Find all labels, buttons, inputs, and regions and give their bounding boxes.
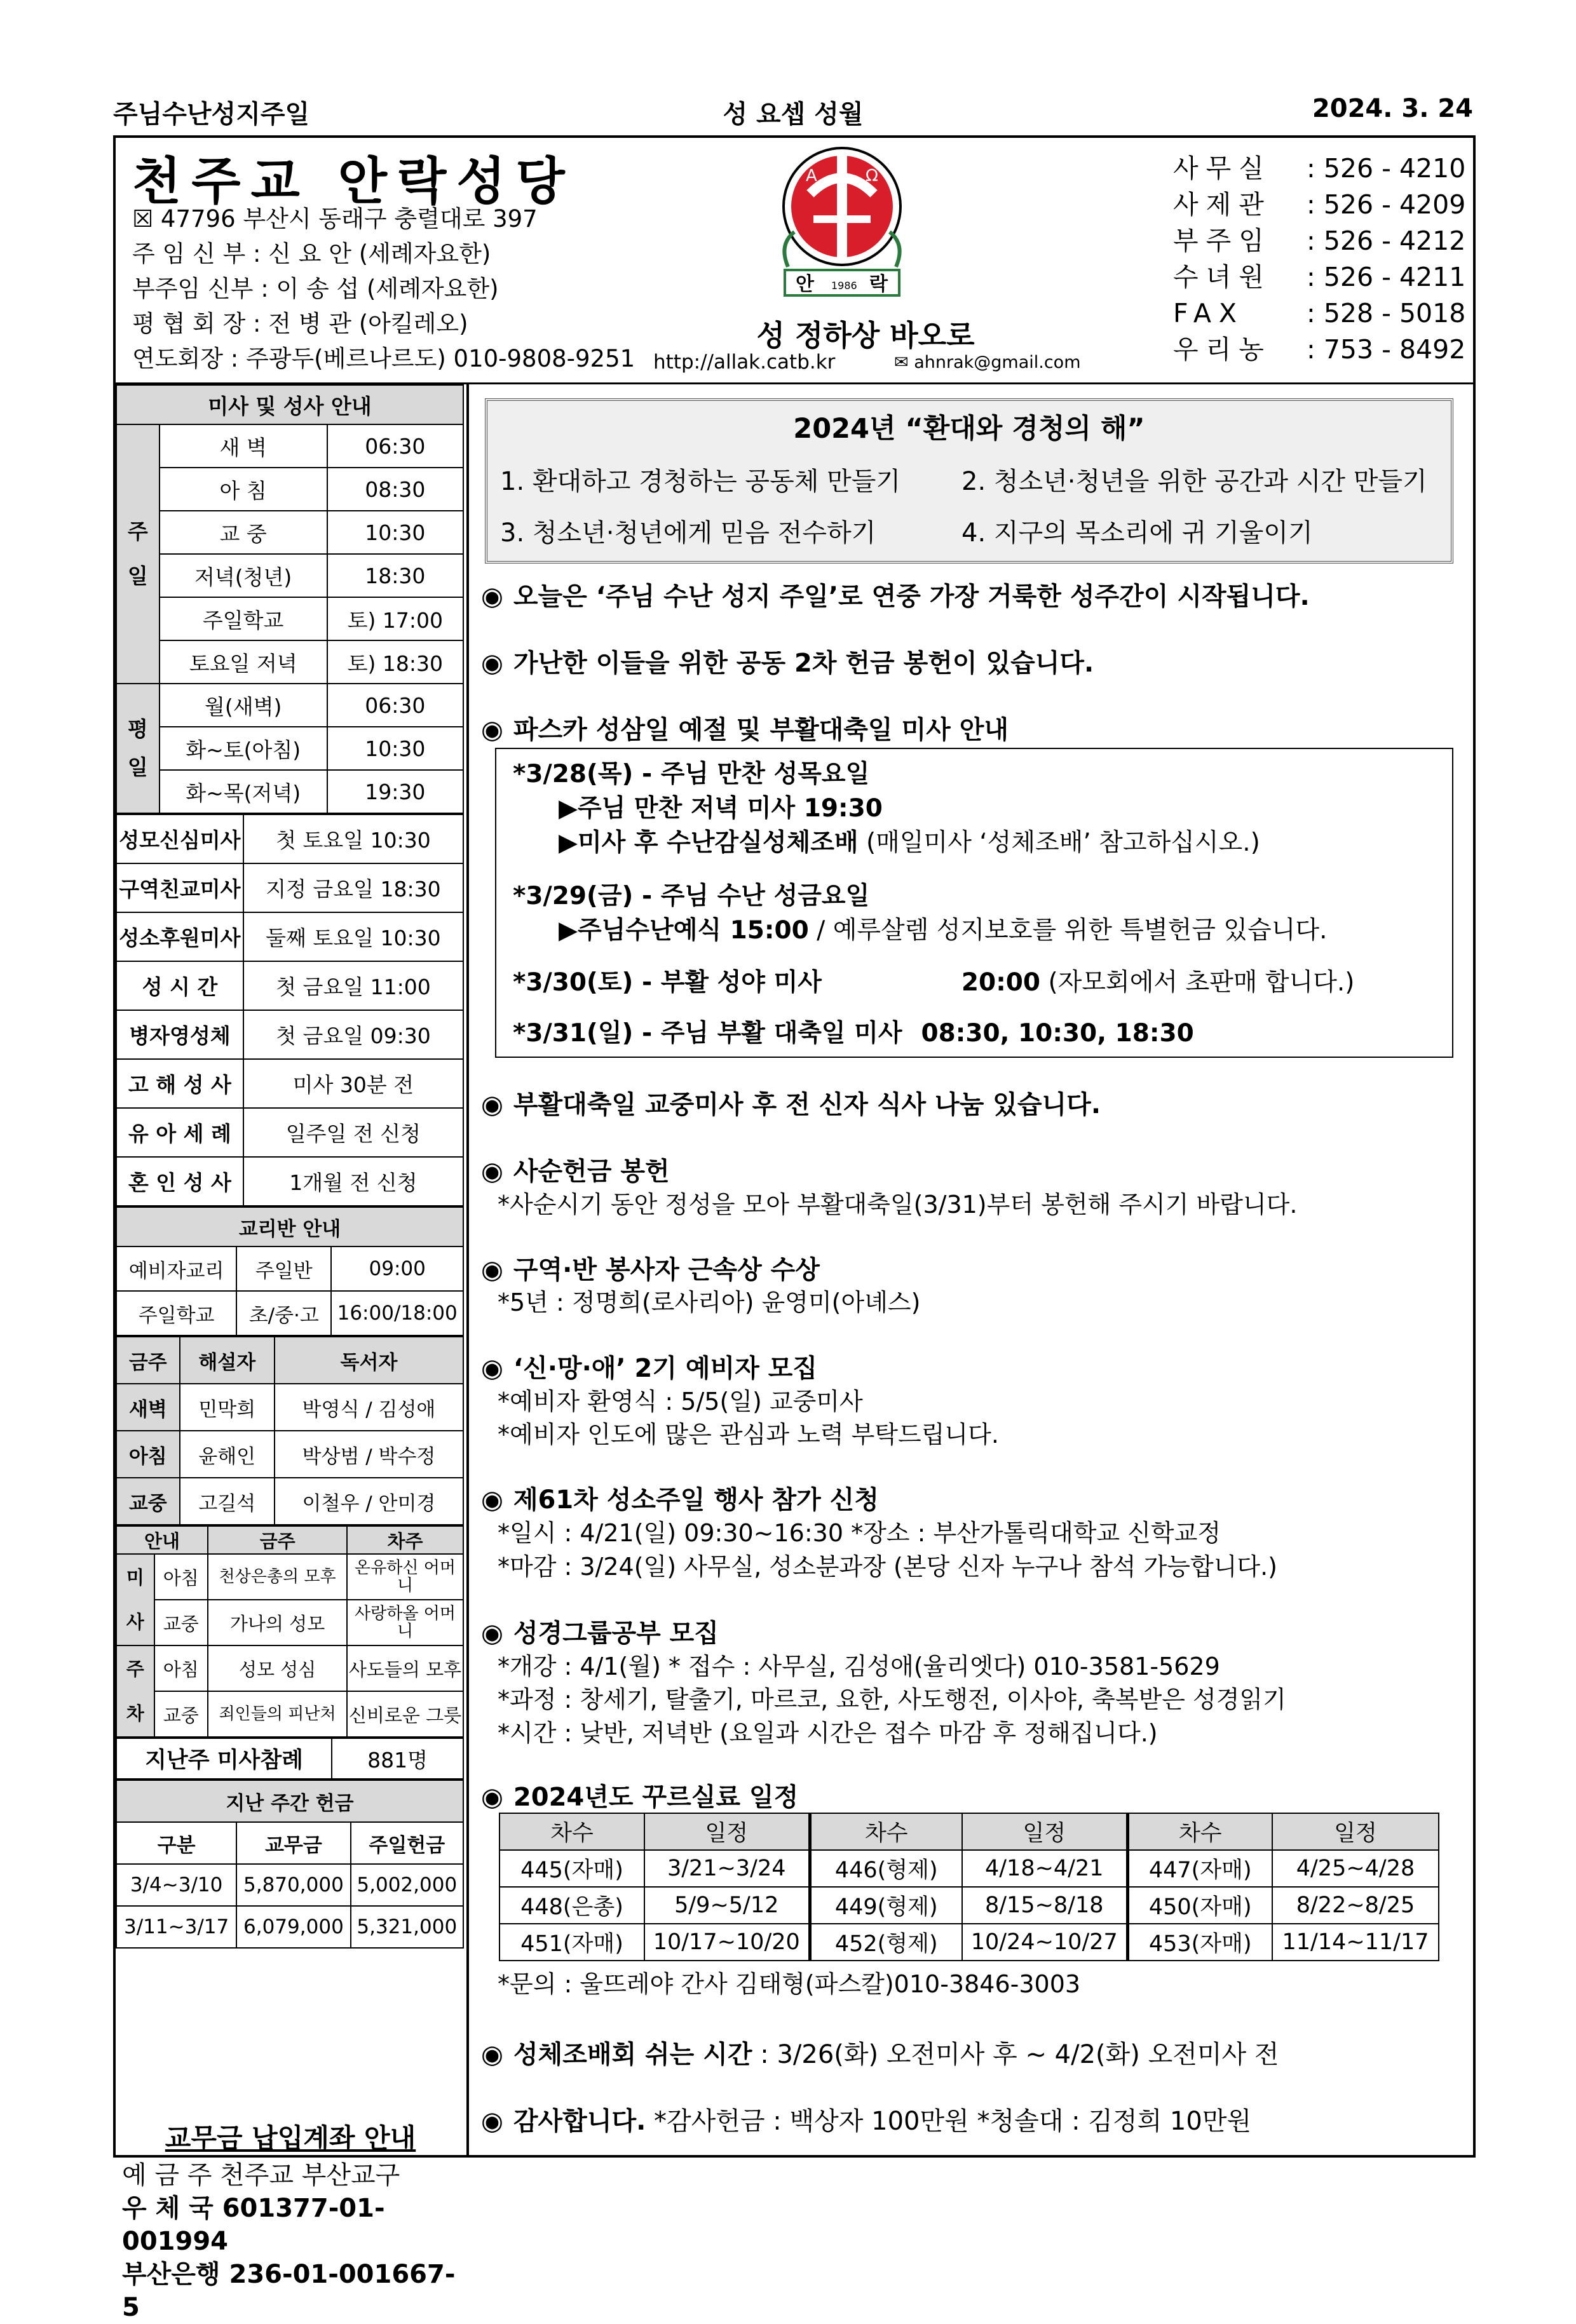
notice-vocation-sunday: ◉ 제61차 성소주일 행사 참가 신청 (481, 1485, 879, 1515)
theme-goal: 1. 환대하고 경청하는 공동체 만들기 (500, 467, 900, 496)
bullet-icon: ◉ (481, 1255, 503, 1285)
liturgical-day: 주님수난성지주일 (113, 100, 310, 129)
email-line (894, 353, 1081, 372)
bullet-icon: ◉ (481, 2107, 503, 2136)
council-president: 평 협 회 장 : 전 병 관 (아킬레오) (132, 310, 468, 337)
website-link[interactable]: http://allak.catb.kr (653, 351, 836, 374)
catechism-table: 교리반 안내 예비자교리 주일반 09:00 주일학교 초/중·고 16:00/18:00 (116, 1206, 464, 1336)
sunday-label: 주 일 (116, 424, 160, 684)
parish-title: 천주교 안락성당 (132, 152, 575, 211)
patron-saint: 성 정하상 바오로 (756, 318, 975, 353)
bulletin-date: 2024. 3. 24 (1312, 94, 1473, 123)
weekday-label: 평 일 (116, 684, 160, 813)
contact-convent: 수녀원 : 526 - 4211 (1173, 262, 1466, 292)
notice-triduum: ◉ 파스카 성삼일 예절 및 부활대축일 미사 안내 (481, 715, 1009, 745)
contact-fax: FAX : 528 - 5018 (1173, 298, 1466, 328)
account-line: 예 금 주 천주교 부산교구 (122, 2161, 400, 2190)
contact-rectory: 사제관 : 526 - 4209 (1173, 189, 1466, 220)
logo-left: 안 (796, 273, 814, 295)
address: ☒ 47796 부산시 동래구 충렬대로 397 (132, 205, 538, 233)
guide-table: 안내 금주 차주 미 사 아침 천상은총의 모후 온유하신 어머니 교중 가나의 성모 사랑하올 어머니 주 차 아침 성모 성심 사도들의 모후 교중 죄인들의 피난처 신비로운 그릇 (116, 1525, 464, 1738)
notice-catechumen: ◉ ‘신·망·애’ 2기 예비자 모집 (481, 1354, 818, 1383)
notice-cursillo: ◉ 2024년도 꾸르실료 일정 (481, 1783, 799, 1812)
contact-farm: 우리농 : 753 - 8492 (1173, 334, 1466, 365)
logo-year: 1986 (831, 280, 857, 292)
triduum-schedule-box: *3/28(목) - 주님 만찬 성목요일 ▶주님 만찬 저녁 미사 19:30 ▶미사 후 수난감실성체조배 (매일미사 ‘성체조배’ 참고하십시오.) *3/29(금) - 주님 수난 성금요일 ▶주님수난예식 15:00 / 예루살렘 성지보호를 위한 특별헌금 있습니다. *3/30(토) - 부활 성야 미사 20:00 (자모회에서 초판매 합니다.) *3/31(일) - 주님 부활 대축일 미사 08:30, 10:30, 18:30 (495, 748, 1453, 1058)
month-devotion: 성 요셉 성월 (723, 100, 864, 129)
contact-list (1173, 151, 1465, 368)
table-row: 451(자매) 10/17~10/20 452(형제) 10/24~10/27 453(자매) 11/14~11/17 (499, 1924, 1439, 1961)
readers-table: 금주 해설자 독서자 새벽 민막희 박영식 / 김성애 아침 윤해인 박상범 / 박수정 교중 고길석 이철우 / 안미경 (116, 1336, 464, 1525)
theme-goal: 2. 청소년·청년을 위한 공간과 시간 만들기 (961, 467, 1427, 496)
theme-goal: 4. 지구의 목소리에 귀 기울이기 (961, 518, 1313, 548)
logo-omega: Ω (866, 166, 878, 186)
account-line: 부산은행 236-01-001667-5 (122, 2260, 456, 2322)
alliance-president: 연도회장 : 주광두(베르나르도) 010-9808-9251 (132, 345, 635, 372)
notice-second-collection: ◉ 가난한 이들을 위한 공동 2차 헌금 봉헌이 있습니다. (481, 649, 1094, 678)
notice-service-award: ◉ 구역·반 봉사자 근속상 수상 (481, 1255, 820, 1285)
bullet-icon: ◉ (481, 1485, 503, 1515)
mass-title: 미사 및 성사 안내 (116, 385, 463, 424)
notice-easter-meal: ◉ 부활대축일 교중미사 후 전 신자 식사 나눔 있습니다. (481, 1090, 1101, 1119)
logo-alpha: A (806, 166, 817, 186)
email-link[interactable]: ahnrak@gmail.com (914, 353, 1081, 372)
bullet-icon: ◉ (481, 582, 503, 611)
collection-table: 지난 주간 헌금 구분 교무금 주일헌금 3/4~3/10 5,870,000 5,002,000 3/11~3/17 6,079,000 5,321,000 (116, 1780, 464, 1949)
bulletin-frame (113, 135, 1476, 2322)
attendance-table: 지난주 미사참례 881명 (116, 1738, 464, 1780)
theme-title: 2024년 “환대와 경청의 해” (793, 413, 1145, 445)
notice-holy-week: ◉ 오늘은 ‘주님 수난 성지 주일’로 연중 가장 거룩한 성주간이 시작됩니다. (481, 582, 1310, 611)
account-info (122, 2122, 459, 2324)
theme-goal: 3. 청소년·청년에게 믿음 전수하기 (500, 518, 876, 548)
right-column: 2024년 “환대와 경청의 해” 1. 환대하고 경청하는 공동체 만들기 2. 청소년·청년을 위한 공간과 시간 만들기 3. 청소년·청년에게 믿음 전수하기 4. 지구의 목소리에 귀 기울이기 ◉ 오늘은 ‘주님 수난 성지 주일’로 연중 가장 거룩한 성주간이 시작됩니다. ◉ 가난한 이들을 위한 공동 2차 헌금 봉헌이 있습니다. ◉ 파스카 성삼일 예절 및 부활대축일 미사 안내 *3/28(목) - 주님 만찬 성목요일 ▶주님 만찬 저녁 미사 19:30 ▶미사 후 수난감실성체조배 (매일미사 ‘성체조배’ 참고하십시오.) *3/29(금) - 주님 수난 성금요일 ▶주님수난예식 15:00 / 예루살렘 성지보호를 위한 특별헌금 있습니다. *3/30(토) - 부활 성야 미사 20:00 (자모회에서 초판매 합니다.) *3/31(일) - 주님 부활 대축일 미사 08:30, 10:30, 18:30 ◉ 부활대축일 교중미사 후 전 신자 식사 나눔 있습니다. ◉ 사순헌금 봉헌 *사순시기 동안 정성을 모아 부활대축일(3/31)부터 봉헌해 주시기 바랍니다. ◉ 구역·반 봉사자 근속상 수상 *5년 : 정명희(로사리아) 윤영미(아녜스) ◉ ‘신·망·애’ 2기 예비자 모집 *예비자 환영식 : 5/5(일) 교중미사 *예비자 인도에 많은 관심과 노력 부탁드립니다. ◉ 제61차 성소주일 행사 참가 신청 *일시 : 4/21(일) 09:30~16:30 *장소 : 부산가톨릭대학교 신학교정 *마감 : 3/24(일) 사무실, 성소분과장 (본당 신자 누구나 참석 가능합니다.) ◉ 성경그룹공부 모집 *개강 : 4/1(월) * 접수 : 사무실, 김성애(율리엣다) 010-3581-5629 *과정 : 창세기, 탈출기, 마르코, 요한, 사도행전, 이사야, 축복받은 성경읽기 *시간 : 낮반, 저녁반 (요일과 시간은 접수 마감 후 정해집니다.) ◉ 2024년도 꾸르실료 일정 차수 일정 차수 일정 차수 일정 445(자매) 3/21~3/24 446(형제) 4/18~4/21 447(자매) 4/25~4/28 448(은총) 5/9~5/12 449(형제) 8/15~8/18 450(자매) 8/22~8/25 451(자매) 10/17~10/20 452(형제) 10/24~10/27 453(자매) 11/14~11/17 *문의 : 울뜨레야 간사 김태형(파스칼)010-3846-3003 ◉ 성체조배회 쉬는 시간 : 3/26(화) 오전미사 후 ~ 4/2(화) 오전미사 전 ◉ 감사합니다. *감사헌금 : 백상자 100만원 *청솔대 : 김정희 10만원 (481, 392, 1460, 2145)
contact-office: 사무실 : 526 - 4210 (1173, 153, 1466, 184)
bullet-icon: ◉ (481, 1354, 503, 1383)
pastor: 주 임 신 부 : 신 요 안 (세례자요한) (132, 240, 491, 267)
table-row: 448(은총) 5/9~5/12 449(형제) 8/15~8/18 450(자매) 8/22~8/25 (499, 1887, 1439, 1924)
notice-adoration-break: ◉ 성체조배회 쉬는 시간 : 3/26(화) 오전미사 후 ~ 4/2(화) 오전미사 전 (481, 2040, 1279, 2069)
contact-assistant: 부주임 : 526 - 4212 (1173, 226, 1466, 256)
bullet-icon: ◉ (481, 1157, 503, 1186)
account-title: 교무금 납입계좌 안내 (165, 2123, 416, 2154)
bullet-icon: ◉ (481, 2040, 503, 2069)
bullet-icon: ◉ (481, 1783, 503, 1812)
header (116, 138, 1473, 384)
parish-logo-icon (775, 143, 909, 302)
notice-lent-offering: ◉ 사순헌금 봉헌 (481, 1157, 670, 1186)
table-row: 445(자매) 3/21~3/24 446(형제) 4/18~4/21 447(자매) 4/25~4/28 (499, 1850, 1439, 1887)
notice-thanks: ◉ 감사합니다. *감사헌금 : 백상자 100만원 *청솔대 : 김정희 10만원 (481, 2107, 1252, 2136)
top-bar (113, 94, 1473, 132)
mass-schedule-table: 미사 및 성사 안내 주 일 새 벽 06:30 아 침 08:30 교 중 10:30 저녁(청년) 18:30 주일학교 토) 17:00 토요일 저녁 토) 18:30 평 일 월(새벽) 06:30 화~토(아침) 10:30 화~목(저녁) 19:30 (116, 384, 464, 814)
cursillo-table: 차수 일정 차수 일정 차수 일정 445(자매) 3/21~3/24 446(형제) 4/18~4/21 447(자매) 4/25~4/28 448(은총) 5/9~5/12 449(형제) 8/15~8/18 450(자매) 8/22~8/25 451(자매) 10/17~10/20 452(형제) 10/24~10/27 453(자매) 11/14~11/17 (499, 1813, 1439, 1961)
mail-icon: ✉ (894, 353, 914, 372)
bullet-icon: ◉ (481, 1619, 503, 1648)
left-column (116, 384, 469, 2322)
logo-right: 락 (869, 273, 888, 295)
account-line: 우 체 국 601377-01-001994 (122, 2194, 385, 2256)
special-mass-table: 성모신심미사 첫 토요일 10:30 구역친교미사 지정 금요일 18:30 성소후원미사 둘째 토요일 10:30 성 시 간 첫 금요일 11:00 병자영성체 첫 금요일 09:30 고 해 성 사 미사 30분 전 유 아 세 례 일주일 전 신청 혼 인 성 사 1개월 전 신청 (116, 814, 464, 1206)
notice-bible-study: ◉ 성경그룹공부 모집 (481, 1619, 719, 1648)
bullet-icon: ◉ (481, 715, 503, 745)
bullet-icon: ◉ (481, 1090, 503, 1119)
assistant-priest: 부주임 신부 : 이 송 섭 (세례자요한) (132, 275, 499, 302)
year-theme-box (485, 398, 1453, 564)
parish-info (132, 201, 635, 376)
bullet-icon: ◉ (481, 649, 503, 678)
